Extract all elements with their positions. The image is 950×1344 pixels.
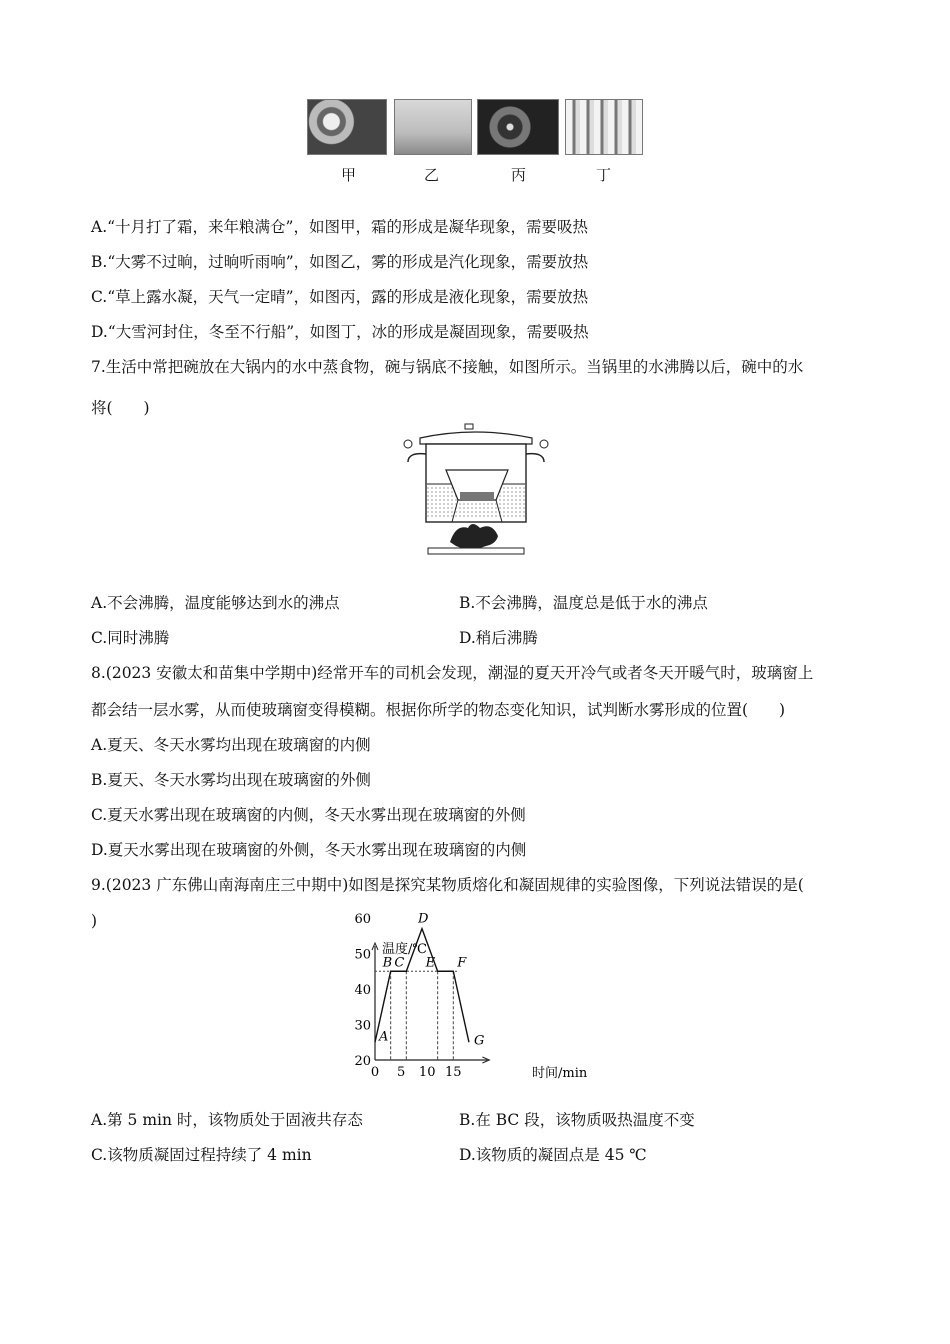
y-tick-label: 30 <box>354 1018 371 1034</box>
q7-option-c: C.同时沸腾 <box>91 629 170 647</box>
q6-photo-strip <box>307 99 643 155</box>
y-tick-label: 20 <box>354 1054 371 1069</box>
q8-option-d: D.夏天水雾出现在玻璃窗的外侧，冬天水雾出现在玻璃窗的内侧 <box>91 841 527 859</box>
y-axis-label: 温度/℃ <box>382 942 427 957</box>
x-axis-label: 时间/min <box>532 1066 588 1081</box>
q7-stem: 7.生活中常把碗放在大锅内的水中蒸食物，碗与锅底不接触，如图所示。当锅里的水沸腾以后，碗中的水 <box>91 358 804 376</box>
point-label-E: E <box>425 955 436 971</box>
q7-option-b: B.不会沸腾，温度总是低于水的沸点 <box>459 594 708 612</box>
photo-label-yi: 乙 <box>424 166 440 184</box>
q6-option-c: C.“草上露水凝，天气一定晴”，如图丙，露的形成是液化现象，需要放热 <box>91 288 589 306</box>
x-tick-label: 10 <box>418 1065 436 1080</box>
temperature-time-chart <box>350 911 610 1084</box>
q6-option-b: B.“大雾不过晌，过晌听雨响”，如图乙，雾的形成是汽化现象，需要放热 <box>91 253 589 271</box>
photo-label-ding: 丁 <box>596 166 612 184</box>
photo-fog <box>394 99 472 155</box>
q6-option-d: D.“大雪河封住，冬至不行船”，如图丁，冰的形成是凝固现象，需要吸热 <box>91 323 589 341</box>
point-label-F: F <box>457 955 467 971</box>
pot-diagram <box>400 424 552 559</box>
photo-frost <box>307 99 387 155</box>
point-label-A: A <box>379 1029 389 1045</box>
q9-option-b: B.在 BC 段，该物质吸热温度不变 <box>459 1111 695 1129</box>
photo-ice <box>565 99 643 155</box>
photo-label-bing: 丙 <box>511 166 527 184</box>
q8-option-a: A.夏天、冬天水雾均出现在玻璃窗的内侧 <box>91 736 371 754</box>
y-tick-label: 40 <box>354 983 371 998</box>
y-tick-label: 60 <box>354 912 371 927</box>
q7-option-a: A.不会沸腾，温度能够达到水的沸点 <box>91 594 340 612</box>
point-label-C: C <box>394 955 405 971</box>
q7-option-d: D.稍后沸腾 <box>459 629 538 647</box>
x-tick-label: 5 <box>396 1065 406 1080</box>
q8-stem: 8.(2023 安徽太和苗集中学期中)经常开车的司机会发现，潮湿的夏天开冷气或者冬天开暖气时，玻璃窗上 <box>91 664 814 682</box>
q8-option-c: C.夏天水雾出现在玻璃窗的内侧，冬天水雾出现在玻璃窗的外侧 <box>91 806 526 824</box>
q9-option-a: A.第 5 min 时，该物质处于固液共存态 <box>91 1111 363 1129</box>
x-tick-label: 15 <box>445 1065 462 1080</box>
q6-option-a: A.“十月打了霜，来年粮满仓”，如图甲，霜的形成是凝华现象，需要吸热 <box>91 218 588 236</box>
point-label-D: D <box>417 911 429 927</box>
photo-label-jia: 甲 <box>341 166 357 184</box>
x-tick-label: 0 <box>370 1065 380 1080</box>
q8-stem-cont: 都会结一层水雾，从而使玻璃窗变得模糊。根据你所学的物态变化知识，试判断水雾形成的位置( ) <box>91 701 786 719</box>
q9-stem: 9.(2023 广东佛山南海南庄三中期中)如图是探究某物质熔化和凝固规律的实验图像，下列说法错误的是( <box>91 876 804 894</box>
photo-dew <box>477 99 559 155</box>
q9-option-c: C.该物质凝固过程持续了 4 min <box>91 1146 312 1164</box>
point-label-B: B <box>382 955 393 971</box>
y-tick-label: 50 <box>354 947 371 963</box>
q9-stem-cont: ) <box>91 912 98 930</box>
point-label-G: G <box>473 1033 485 1049</box>
q9-option-d: D.该物质的凝固点是 45 ℃ <box>459 1146 647 1164</box>
q7-stem-cont: 将( ) <box>91 399 150 417</box>
q8-option-b: B.夏天、冬天水雾均出现在玻璃窗的外侧 <box>91 771 371 789</box>
